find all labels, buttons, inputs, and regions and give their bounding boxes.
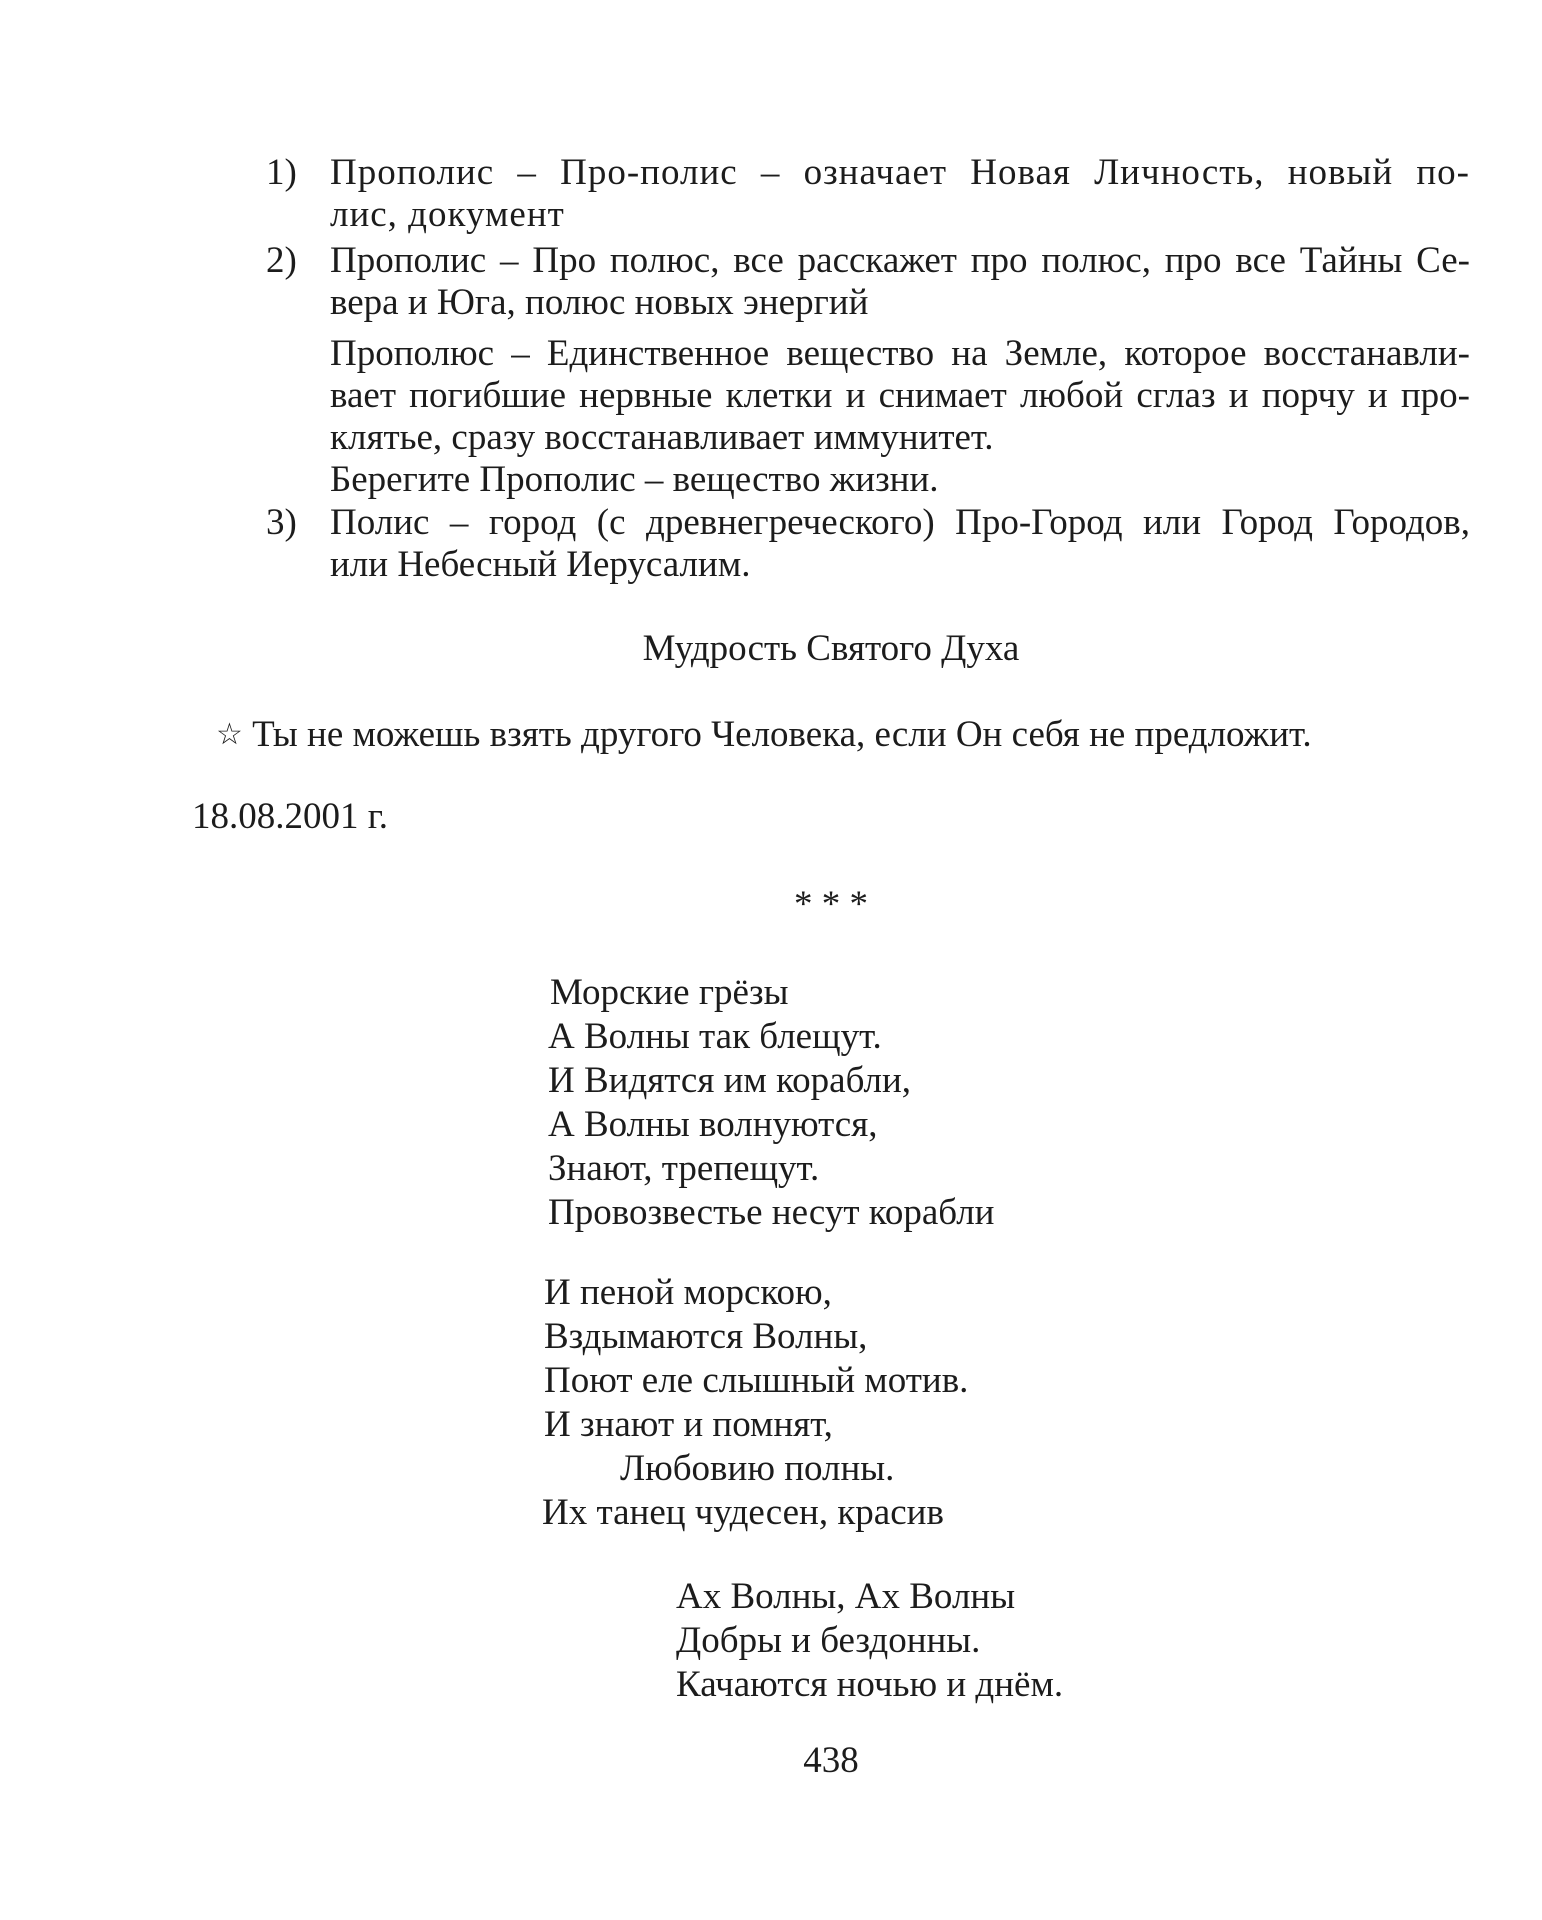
- wisdom-saying: [216, 714, 1312, 758]
- poem-line: Морские грёзы: [550, 972, 789, 1013]
- list-number-1: 1): [266, 152, 297, 193]
- wisdom-heading: Мудрость Святого Духа: [642, 628, 1020, 669]
- list-item-3-line-1: Полис – город (с древнегреческого) Про-Город или Город Городов,: [330, 502, 1470, 543]
- list-item-2-line-3: Прополюс – Единственное вещество на Земле, которое восстанавли-: [330, 333, 1470, 374]
- poem-line: Ах Волны, Ах Волны: [676, 1576, 1016, 1617]
- poem-line: Их танец чудесен, красив: [542, 1492, 944, 1533]
- list-item-3-line-2: или Небесный Иерусалим.: [330, 544, 751, 585]
- poem-line: И знают и помнят,: [544, 1404, 833, 1445]
- poem-line: А Волны так блещут.: [548, 1016, 882, 1057]
- section-separator: * * *: [794, 884, 868, 925]
- poem-line: И Видятся им корабли,: [548, 1060, 912, 1101]
- list-item-1-line-1: Прополис – Про-полис – означает Новая Личность, новый по-: [330, 152, 1470, 193]
- page-number: 438: [803, 1740, 859, 1781]
- list-item-2-line-1: Прополис – Про полюс, все расскажет про полюс, про все Тайны Се-: [330, 240, 1470, 281]
- list-number-3: 3): [266, 502, 297, 543]
- date: 18.08.2001 г.: [192, 796, 389, 837]
- poem-line: Вздымаются Волны,: [544, 1316, 868, 1357]
- list-number-2: 2): [266, 240, 297, 281]
- poem-line: И пеной морскою,: [544, 1272, 832, 1313]
- poem-line: А Волны волнуются,: [548, 1104, 878, 1145]
- poem-line: Качаются ночью и днём.: [676, 1664, 1064, 1705]
- star-icon: ☆: [216, 717, 243, 752]
- list-item-2-line-4: вает погибшие нервные клетки и снимает любой сглаз и порчу и про-: [330, 375, 1470, 416]
- list-item-1-line-2: лис, документ: [330, 194, 565, 235]
- list-item-2-line-2: вера и Юга, полюс новых энергий: [330, 282, 869, 323]
- list-item-2-line-6: Берегите Прополис – вещество жизни.: [330, 459, 939, 500]
- poem-line: Добры и бездонны.: [676, 1620, 981, 1661]
- list-item-2-line-5: клятье, сразу восстанавливает иммунитет.: [330, 417, 994, 458]
- poem-line: Поют еле слышный мотив.: [544, 1360, 969, 1401]
- poem-line: Любовию полны.: [620, 1448, 895, 1489]
- wisdom-text: Ты не можешь взять другого Человека, если Он себя не предложит.: [252, 714, 1312, 755]
- poem-line: Знают, трепещут.: [548, 1148, 820, 1189]
- poem-line: Провозвестье несут корабли: [548, 1192, 995, 1233]
